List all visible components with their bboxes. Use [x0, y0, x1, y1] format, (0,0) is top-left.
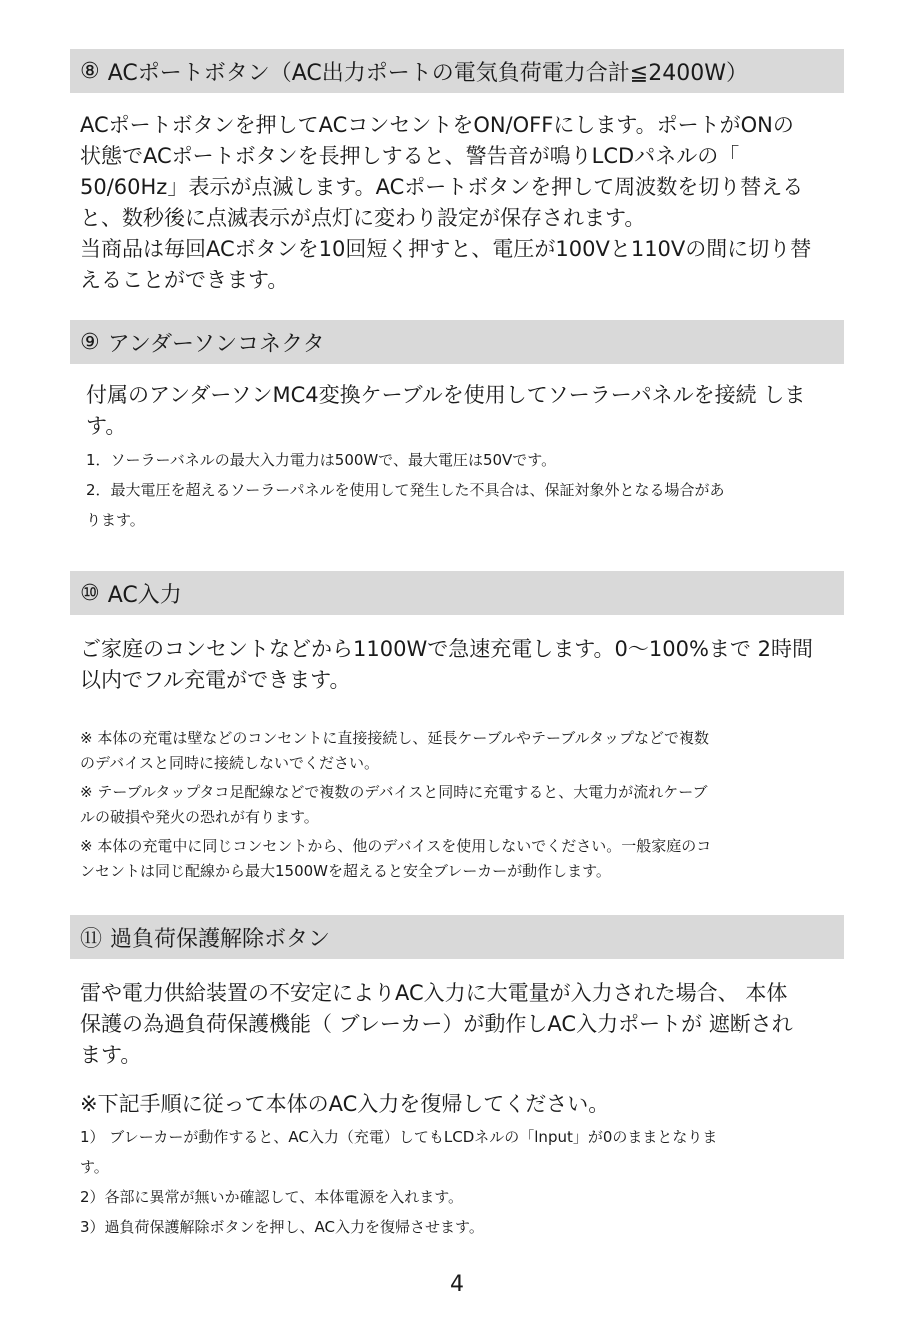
note-line: 1．ソーラーバネルの最大入力電力は500Wで、最大電圧は50Vです。 — [86, 451, 557, 469]
body-line: ます。 — [80, 1043, 142, 1067]
page-number: 4 — [450, 1272, 464, 1297]
note-line: ※ 本体の充電は壁などのコンセントに直接接続し、延長ケーブルやテーブルタップなどで複数 — [80, 729, 710, 747]
section-11-body — [80, 978, 836, 1071]
section-9-heading: アンダーソンコネクタ — [107, 331, 325, 357]
step-line: す。 — [80, 1158, 109, 1176]
body-line: と、数秒後に点滅表示が点灯に変わり設定が保存されます。 — [80, 206, 646, 230]
body-line: す。 — [86, 414, 127, 438]
note-line: ンセントは同じ配線から最大1500Wを超えると安全ブレーカーが動作します。 — [80, 862, 611, 880]
section-10-notes — [80, 726, 836, 884]
body-line: 50/60Hz」表示が点滅します。ACポートボタンを押して周波数を切り替える — [80, 175, 804, 199]
step-line: 1） ブレーカーが動作すると、AC入力（充電）してもLCDネルの「lnput」が0のままとなりま — [80, 1128, 718, 1146]
body-line: 当商品は毎回ACボタンを10回短く押すと、電圧が100Vと110Vの間に切り替 — [80, 237, 812, 261]
body-line: ご家庭のコンセントなどから1100Wで急速充電します。0〜100%まで 2時間 — [80, 637, 813, 661]
section-9-body — [86, 380, 842, 442]
note-line: ルの破損や発火の恐れが有ります。 — [80, 808, 319, 826]
note-line: のデバイスと同時に接続しないでください。 — [80, 754, 379, 772]
section-9-header — [70, 320, 844, 364]
note-line: ります。 — [86, 511, 145, 529]
section-9-notes — [86, 445, 842, 535]
note-line: ※ テーブルタップタコ足配線などで複数のデバイスと同時に充電すると、大電力が流れケーブ — [80, 783, 708, 801]
body-line: えることができます。 — [80, 268, 289, 292]
section-10-number: ⑩ — [80, 580, 100, 606]
section-11-header — [70, 915, 844, 959]
note-line: ※ 本体の充電中に同じコンセントから、他のデバイスを使用しないでください。一般家庭のコ — [80, 837, 712, 855]
body-line: 付属のアンダーソンMC4変換ケーブルを使用してソーラーパネルを接続 しま — [86, 383, 806, 407]
section-10-body — [80, 634, 836, 696]
restore-title: ※下記手順に従って本体のAC入力を復帰してください。 — [80, 1092, 610, 1116]
body-line: 保護の為過負荷保護機能（ ブレーカー）が動作しAC入力ポートが 遮断され — [80, 1012, 793, 1036]
restore-steps — [80, 1122, 836, 1242]
note-line: 2．最大電圧を超えるソーラーパネルを使用して発生した不具合は、保証対象外となる場合があ — [86, 481, 725, 499]
body-line: 状態でACポートボタンを長押しすると、警告音が鳴りLCDパネルの「 — [80, 144, 740, 168]
body-line: 雷や電力供給装置の不安定によりAC入力に大電量が入力された場合、 本体 — [80, 981, 788, 1005]
section-11-number: ⑪ — [80, 926, 103, 952]
step-line: 3）過負荷保護解除ボタンを押し、AC入力を復帰させます。 — [80, 1218, 484, 1236]
section-10-header — [70, 571, 844, 615]
section-8-header — [70, 49, 844, 93]
body-line: 以内でフル充電ができます。 — [80, 668, 351, 692]
section-8-body — [80, 110, 836, 296]
section-10-heading: AC入力 — [107, 582, 182, 608]
section-9-number: ⑨ — [80, 329, 100, 355]
section-8-number: ⑧ — [80, 58, 100, 84]
step-line: 2）各部に異常が無いか確認して、本体電源を入れます。 — [80, 1188, 464, 1206]
body-line: ACポートボタンを押してACコンセントをON/OFFにします。ポートがONの — [80, 113, 794, 137]
section-8-heading: ACポートボタン（AC出力ポートの電気負荷電力合計≦2400W） — [107, 60, 748, 86]
section-11-heading: 過負荷保護解除ボタン — [110, 926, 331, 952]
